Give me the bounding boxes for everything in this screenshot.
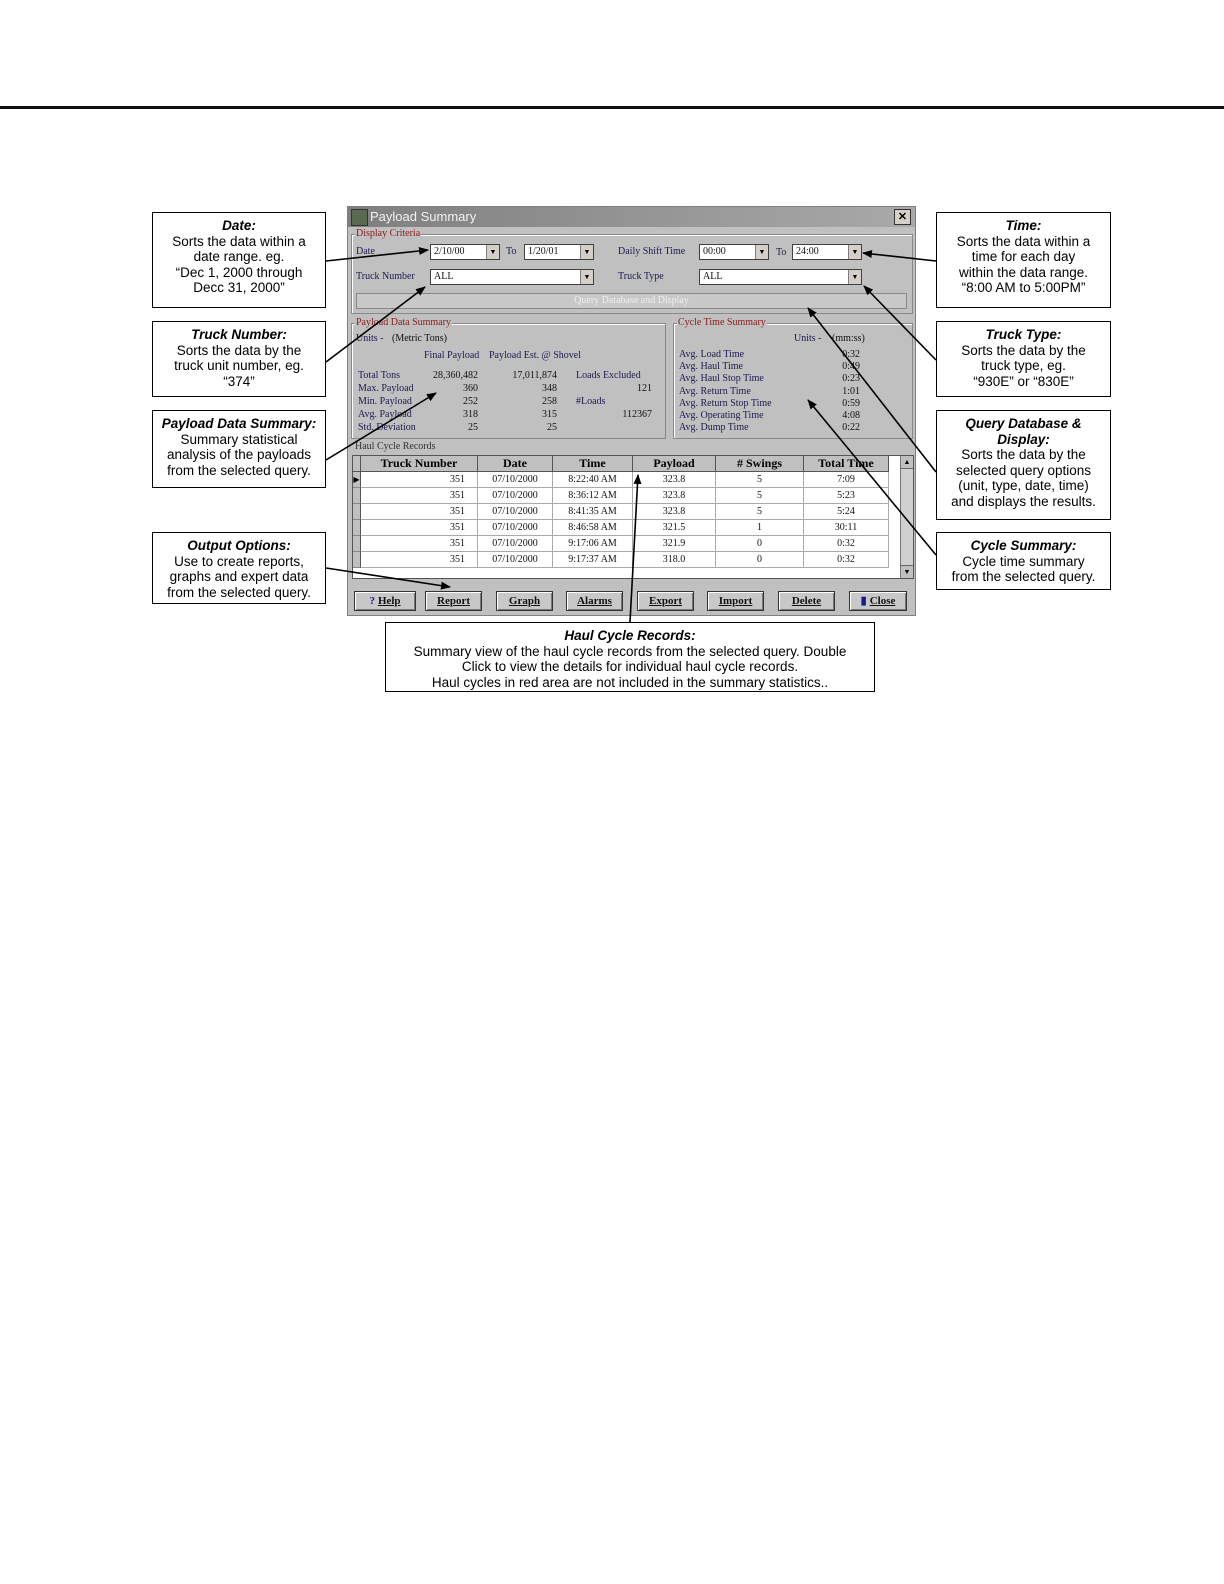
row-label: Std. Deviation bbox=[358, 422, 416, 433]
scroll-up-icon[interactable]: ▲ bbox=[901, 456, 913, 469]
loads-excluded-value: 121 bbox=[637, 383, 652, 394]
payload-summary-label: Payload Data Summary bbox=[356, 317, 451, 328]
callout-title: Date: bbox=[222, 218, 256, 233]
loads-value: 112367 bbox=[622, 409, 652, 420]
title-bar[interactable] bbox=[348, 207, 915, 227]
callout-title: Haul Cycle Records: bbox=[564, 628, 696, 643]
haul-cycle-table[interactable] bbox=[352, 455, 914, 579]
cell-date[interactable]: 07/10/2000 bbox=[478, 472, 553, 488]
table-scrollbar[interactable] bbox=[900, 456, 913, 578]
truck-number-select[interactable] bbox=[430, 269, 594, 285]
callout-body: Sorts the data within a time for each day within the data range. “8:00 AM to 5:00PM” bbox=[956, 233, 1091, 295]
cycle-row-label: Avg. Return Time bbox=[679, 386, 751, 397]
cycle-units-label: Units - bbox=[794, 333, 822, 344]
row-label: Max. Payload bbox=[358, 383, 414, 394]
cell-payload[interactable]: 323.8 bbox=[633, 488, 716, 504]
close-icon[interactable]: ✕ bbox=[894, 209, 911, 225]
callout-body: Sorts the data by the truck unit number, eg. “374” bbox=[174, 342, 304, 389]
col-total-time[interactable]: Total Time bbox=[804, 456, 889, 472]
callout-output-options bbox=[152, 532, 326, 604]
cell-total-time[interactable]: 5:24 bbox=[804, 504, 889, 520]
callout-payload-summary bbox=[152, 410, 326, 488]
import-button[interactable]: Import bbox=[707, 591, 764, 611]
cell-total-time[interactable]: 0:32 bbox=[804, 552, 889, 568]
row-selector[interactable] bbox=[353, 520, 361, 536]
cycle-row-value: 0:23 bbox=[842, 373, 860, 384]
cycle-summary-label: Cycle Time Summary bbox=[678, 317, 766, 328]
date-from-field[interactable] bbox=[430, 244, 500, 260]
cycle-row-label: Avg. Operating Time bbox=[679, 410, 764, 421]
row-final: 252 bbox=[463, 396, 478, 407]
report-button[interactable]: Report bbox=[425, 591, 482, 611]
row-selector[interactable]: ▶ bbox=[353, 472, 361, 488]
truck-type-value: ALL bbox=[703, 271, 723, 282]
callout-body: Summary statistical analysis of the payloads from the selected query. bbox=[166, 431, 312, 478]
col-loads-excluded: Loads Excluded bbox=[576, 370, 641, 381]
cell-swings[interactable]: 1 bbox=[716, 520, 804, 536]
row-label: Min. Payload bbox=[358, 396, 412, 407]
cell-time[interactable]: 8:41:35 AM bbox=[553, 504, 633, 520]
cell-time[interactable]: 8:36:12 AM bbox=[553, 488, 633, 504]
payload-data-summary-group bbox=[351, 317, 666, 439]
callout-title: Query Database & Display: bbox=[965, 416, 1082, 447]
callout-body: Cycle time summary from the selected query. bbox=[951, 553, 1096, 584]
chevron-down-icon[interactable]: ▼ bbox=[486, 245, 499, 259]
col-date[interactable]: Date bbox=[478, 456, 553, 472]
row-final: 25 bbox=[468, 422, 478, 433]
callout-body: Use to create reports, graphs and expert data from the selected query. bbox=[167, 553, 311, 600]
graph-button[interactable]: Graph bbox=[496, 591, 553, 611]
chevron-down-icon[interactable]: ▼ bbox=[848, 270, 861, 284]
cell-truck-number[interactable]: 351 bbox=[361, 504, 478, 520]
door-icon: ▮ bbox=[860, 595, 867, 607]
cell-date[interactable]: 07/10/2000 bbox=[478, 488, 553, 504]
row-est: 258 bbox=[542, 396, 557, 407]
callout-body: Sorts the data within a date range. eg. “Dec 1, 2000 through Decc 31, 2000” bbox=[172, 233, 306, 295]
shift-time-label: Daily Shift Time bbox=[618, 246, 686, 257]
loads-label: #Loads bbox=[576, 396, 606, 407]
cell-time[interactable]: 9:17:37 AM bbox=[553, 552, 633, 568]
col-time[interactable]: Time bbox=[553, 456, 633, 472]
cell-date[interactable]: 07/10/2000 bbox=[478, 520, 553, 536]
help-button[interactable] bbox=[354, 591, 416, 611]
col-truck-number[interactable]: Truck Number bbox=[361, 456, 478, 472]
chevron-down-icon[interactable]: ▼ bbox=[755, 245, 768, 259]
cell-truck-number[interactable]: 351 bbox=[361, 520, 478, 536]
help-label: Help bbox=[377, 595, 401, 607]
col-payload-est: Payload Est. @ Shovel bbox=[489, 350, 581, 361]
callout-title: Time: bbox=[1005, 218, 1042, 233]
truck-type-label: Truck Type bbox=[618, 271, 664, 282]
date-from-value: 2/10/00 bbox=[434, 246, 465, 257]
row-label: Total Tons bbox=[358, 370, 401, 381]
callout-cycle-summary bbox=[936, 532, 1111, 590]
cycle-time-summary-group bbox=[673, 317, 913, 439]
row-label: Avg. Payload bbox=[358, 409, 412, 420]
haul-cycle-label: Haul Cycle Records bbox=[355, 441, 436, 452]
payload-units-label: Units - bbox=[356, 333, 384, 344]
cell-total-time[interactable]: 5:23 bbox=[804, 488, 889, 504]
cell-swings[interactable]: 0 bbox=[716, 536, 804, 552]
window-title: Payload Summary bbox=[370, 209, 477, 224]
col-final-payload: Final Payload bbox=[424, 350, 480, 361]
col-swings[interactable]: # Swings bbox=[716, 456, 804, 472]
row-final: 318 bbox=[463, 409, 478, 420]
app-icon bbox=[351, 209, 368, 226]
callout-title: Output Options: bbox=[187, 538, 291, 553]
cell-date[interactable]: 07/10/2000 bbox=[478, 552, 553, 568]
callout-time bbox=[936, 212, 1111, 308]
cycle-row-label: Avg. Load Time bbox=[679, 349, 745, 360]
cycle-row-value: 0:22 bbox=[842, 422, 860, 433]
query-database-button[interactable]: Query Database and Display bbox=[356, 293, 907, 309]
row-selector-header bbox=[353, 456, 361, 472]
row-est: 17,011,874 bbox=[512, 370, 557, 381]
cell-swings[interactable]: 5 bbox=[716, 504, 804, 520]
cell-total-time[interactable]: 0:32 bbox=[804, 536, 889, 552]
page-top-rule bbox=[0, 106, 1224, 109]
close-button[interactable] bbox=[849, 591, 907, 611]
time-from-field[interactable] bbox=[699, 244, 769, 260]
date-to-label: To bbox=[506, 246, 517, 257]
chevron-down-icon[interactable]: ▼ bbox=[580, 245, 593, 259]
cell-time[interactable]: 8:46:58 AM bbox=[553, 520, 633, 536]
row-final: 360 bbox=[463, 383, 478, 394]
cell-swings[interactable]: 5 bbox=[716, 488, 804, 504]
row-final: 28,360,482 bbox=[433, 370, 478, 381]
cell-payload[interactable]: 321.5 bbox=[633, 520, 716, 536]
cycle-row-label: Avg. Haul Stop Time bbox=[679, 373, 764, 384]
row-est: 25 bbox=[547, 422, 557, 433]
cycle-row-value: 0:59 bbox=[842, 398, 860, 409]
cycle-units-value: (mm:ss) bbox=[832, 333, 865, 344]
cycle-row-value: 0:32 bbox=[842, 349, 860, 360]
callout-truck-type bbox=[936, 321, 1111, 397]
callout-body: Summary view of the haul cycle records from the selected query. Double Click to view the details for individual haul cycle records. Haul cycles in red area are not included in the summary statistics.. bbox=[413, 643, 847, 690]
callout-title: Truck Number: bbox=[191, 327, 287, 342]
cell-payload[interactable]: 323.8 bbox=[633, 472, 716, 488]
row-selector[interactable] bbox=[353, 504, 361, 520]
cell-truck-number[interactable]: 351 bbox=[361, 536, 478, 552]
cell-swings[interactable]: 5 bbox=[716, 472, 804, 488]
export-button[interactable]: Export bbox=[637, 591, 694, 611]
cell-payload[interactable]: 323.8 bbox=[633, 504, 716, 520]
callout-body: Sorts the data by the truck type, eg. “930E” or “830E” bbox=[961, 342, 1086, 389]
scroll-down-icon[interactable]: ▼ bbox=[901, 565, 913, 578]
truck-number-label: Truck Number bbox=[356, 271, 415, 282]
cycle-row-label: Avg. Dump Time bbox=[679, 422, 749, 433]
delete-button[interactable]: Delete bbox=[778, 591, 835, 611]
cycle-row-value: 4:08 bbox=[842, 410, 860, 421]
row-est: 348 bbox=[542, 383, 557, 394]
chevron-down-icon[interactable]: ▼ bbox=[580, 270, 593, 284]
row-selector[interactable] bbox=[353, 536, 361, 552]
callout-title: Payload Data Summary: bbox=[161, 416, 317, 431]
time-to-value: 24:00 bbox=[796, 246, 819, 257]
cell-truck-number[interactable]: 351 bbox=[361, 488, 478, 504]
cell-truck-number[interactable]: 351 bbox=[361, 472, 478, 488]
cycle-row-value: 0:49 bbox=[842, 361, 860, 372]
cell-total-time[interactable]: 30:11 bbox=[804, 520, 889, 536]
truck-type-select[interactable] bbox=[699, 269, 862, 285]
cycle-row-label: Avg. Return Stop Time bbox=[679, 398, 772, 409]
row-selector[interactable] bbox=[353, 552, 361, 568]
col-payload[interactable]: Payload bbox=[633, 456, 716, 472]
callout-haul-cycle-records bbox=[385, 622, 875, 692]
display-criteria-label: Display Criteria bbox=[356, 228, 421, 239]
chevron-down-icon[interactable]: ▼ bbox=[848, 245, 861, 259]
date-to-value: 1/20/01 bbox=[528, 246, 559, 257]
cell-date[interactable]: 07/10/2000 bbox=[478, 536, 553, 552]
truck-number-value: ALL bbox=[434, 271, 454, 282]
payload-summary-window bbox=[347, 206, 916, 616]
cell-time[interactable]: 8:22:40 AM bbox=[553, 472, 633, 488]
cell-swings[interactable]: 0 bbox=[716, 552, 804, 568]
cell-time[interactable]: 9:17:06 AM bbox=[553, 536, 633, 552]
callout-date bbox=[152, 212, 326, 308]
help-icon: ? bbox=[369, 595, 375, 607]
cell-date[interactable]: 07/10/2000 bbox=[478, 504, 553, 520]
date-label: Date bbox=[356, 246, 375, 257]
callout-truck-number bbox=[152, 321, 326, 397]
callout-body: Sorts the data by the selected query options (unit, type, date, time) and displays the results. bbox=[951, 447, 1096, 509]
row-est: 315 bbox=[542, 409, 557, 420]
cell-payload[interactable]: 321.9 bbox=[633, 536, 716, 552]
time-to-label: To bbox=[776, 247, 787, 258]
callout-query-database bbox=[936, 410, 1111, 520]
time-from-value: 00:00 bbox=[703, 246, 726, 257]
callout-title: Cycle Summary: bbox=[970, 538, 1077, 553]
cell-truck-number[interactable]: 351 bbox=[361, 552, 478, 568]
row-selector[interactable] bbox=[353, 488, 361, 504]
close-label: Close bbox=[869, 595, 896, 607]
cell-total-time[interactable]: 7:09 bbox=[804, 472, 889, 488]
alarms-button[interactable]: Alarms bbox=[566, 591, 623, 611]
cycle-row-value: 1:01 bbox=[842, 386, 860, 397]
date-to-field[interactable] bbox=[524, 244, 594, 260]
cycle-row-label: Avg. Haul Time bbox=[679, 361, 743, 372]
callout-title: Truck Type: bbox=[985, 327, 1062, 342]
cell-payload[interactable]: 318.0 bbox=[633, 552, 716, 568]
time-to-field[interactable] bbox=[792, 244, 862, 260]
payload-units-value: (Metric Tons) bbox=[392, 333, 447, 344]
